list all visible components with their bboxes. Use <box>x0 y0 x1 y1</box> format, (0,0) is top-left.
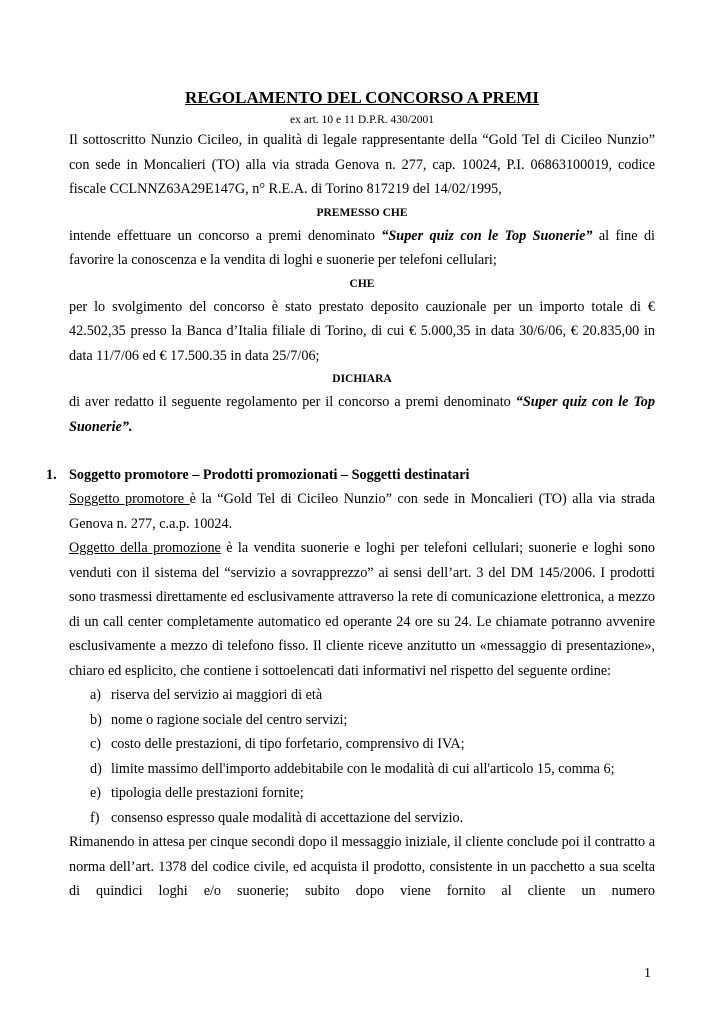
list-item <box>69 683 655 708</box>
promotore-paragraph <box>69 487 655 536</box>
che-paragraph: per lo svolgimento del concorso è stato prestato deposito cauzionale per un importo totale di € 42.502,35 presso la Banca d’Italia filiale di Torino, di cui € 5.000,35 in data 30/6/06, € 20.835,00 in data 11/7/06 ed € 17.500.35 in data 25/7/06; <box>69 298 655 364</box>
premesso-heading: PREMESSO CHE <box>316 206 408 219</box>
list-item <box>69 806 655 831</box>
dichiara-heading: DICHIARA <box>332 373 392 385</box>
promotore-text: è la “Gold Tel di Cicileo Nunzio” con sede in Moncalieri (TO) alla via strada Genova n. 277, c.a.p. 10024. <box>69 491 655 532</box>
document-page <box>46 88 656 904</box>
list-letter: b) <box>90 711 102 728</box>
list-item <box>69 708 655 733</box>
premesso-text-post: al fine di favorire la conoscenza e la vendita di loghi e suonerie per telefoni cellulari; <box>69 227 655 268</box>
list-text: riserva del servizio ai maggiori di età <box>111 687 323 703</box>
oggetto-label: Oggetto della promozione <box>69 540 221 556</box>
section-1-heading <box>46 463 655 487</box>
list-letter: c) <box>90 736 102 752</box>
list-letter: e) <box>90 785 102 801</box>
closing-paragraph: Rimanendo in attesa per cinque secondi dopo il messaggio iniziale, il cliente conclude poi il contratto a norma dell’art. 1378 del codice civile, ed acquista il prodotto, consistente in un pacchetto a sua scelta di quindici loghi e/o suonerie; subito dopo viene fornito al cliente un numero <box>69 834 655 899</box>
list-letter: f) <box>90 809 100 826</box>
section-number: 1. <box>46 467 57 483</box>
information-list <box>69 683 655 830</box>
list-text: tipologia delle prestazioni fornite; <box>111 785 304 801</box>
contest-name: “Super quiz con le Top Suonerie”. <box>69 394 655 435</box>
list-text: nome o ragione sociale del centro servizi; <box>111 711 348 728</box>
document-subtitle: ex art. 10 e 11 D.P.R. 430/2001 <box>290 114 434 126</box>
list-letter: a) <box>90 687 102 703</box>
premesso-text-pre: intende effettuare un concorso a premi denominato <box>69 227 382 244</box>
contest-name: “Super quiz con le Top Suonerie” <box>381 227 593 244</box>
document-title: REGOLAMENTO DEL CONCORSO A PREMI <box>185 88 539 107</box>
page-number: 1 <box>644 966 651 981</box>
blank-line <box>69 439 655 463</box>
oggetto-paragraph <box>69 536 655 683</box>
oggetto-text: è la vendita suonerie e loghi per telefoni cellulari; suonerie e loghi sono venduti con il sistema del “servizio a sovrapprezzo” ai sensi dell’art. 3 del DM 145/2006. I prodotti sono trasmessi direttamente ed esclusivamente attraverso la rete di comunicazione elettronica, a mezzo di un call center completamente automatico ed operante 24 ore su 24. Le chiamate potranno avvenire esclusivamente a mezzo di telefono fisso. Il cliente riceve anzitutto un «messaggio di presentazione», chiaro ed esplicito, che contiene i sottoelencati dati informativi nel rispetto del seguente ordine: <box>69 540 656 679</box>
dichiara-paragraph <box>69 390 655 439</box>
intro-paragraph: Il sottoscritto Nunzio Cicileo, in qualità di legale rappresentante della “Gold Tel di Cicileo Nunzio” con sede in Moncalieri (TO) alla via strada Genova n. 277, cap. 10024, P.I. 06863100019, codice fiscale CCLNNZ63A29E147G, n° R.E.A. di Torino 817219 del 14/02/1995, <box>69 132 655 197</box>
list-text: limite massimo dell'importo addebitabile con le modalità di cui all'articolo 15, comma 6; <box>111 760 615 777</box>
dichiara-text-pre: di aver redatto il seguente regolamento per il concorso a premi denominato <box>69 394 516 410</box>
premesso-paragraph <box>69 224 655 273</box>
list-text: costo delle prestazioni, di tipo forfetario, comprensivo di IVA; <box>111 736 465 752</box>
list-text: consenso espresso quale modalità di accettazione del servizio. <box>111 809 464 826</box>
promotore-label: Soggetto promotore <box>69 491 190 507</box>
che-heading: CHE <box>349 277 375 290</box>
section-title: Soggetto promotore – Prodotti promozionati – Soggetti destinatari <box>69 467 470 483</box>
list-item <box>69 732 655 757</box>
list-item <box>69 757 655 782</box>
list-item <box>69 781 655 806</box>
list-letter: d) <box>90 760 102 777</box>
